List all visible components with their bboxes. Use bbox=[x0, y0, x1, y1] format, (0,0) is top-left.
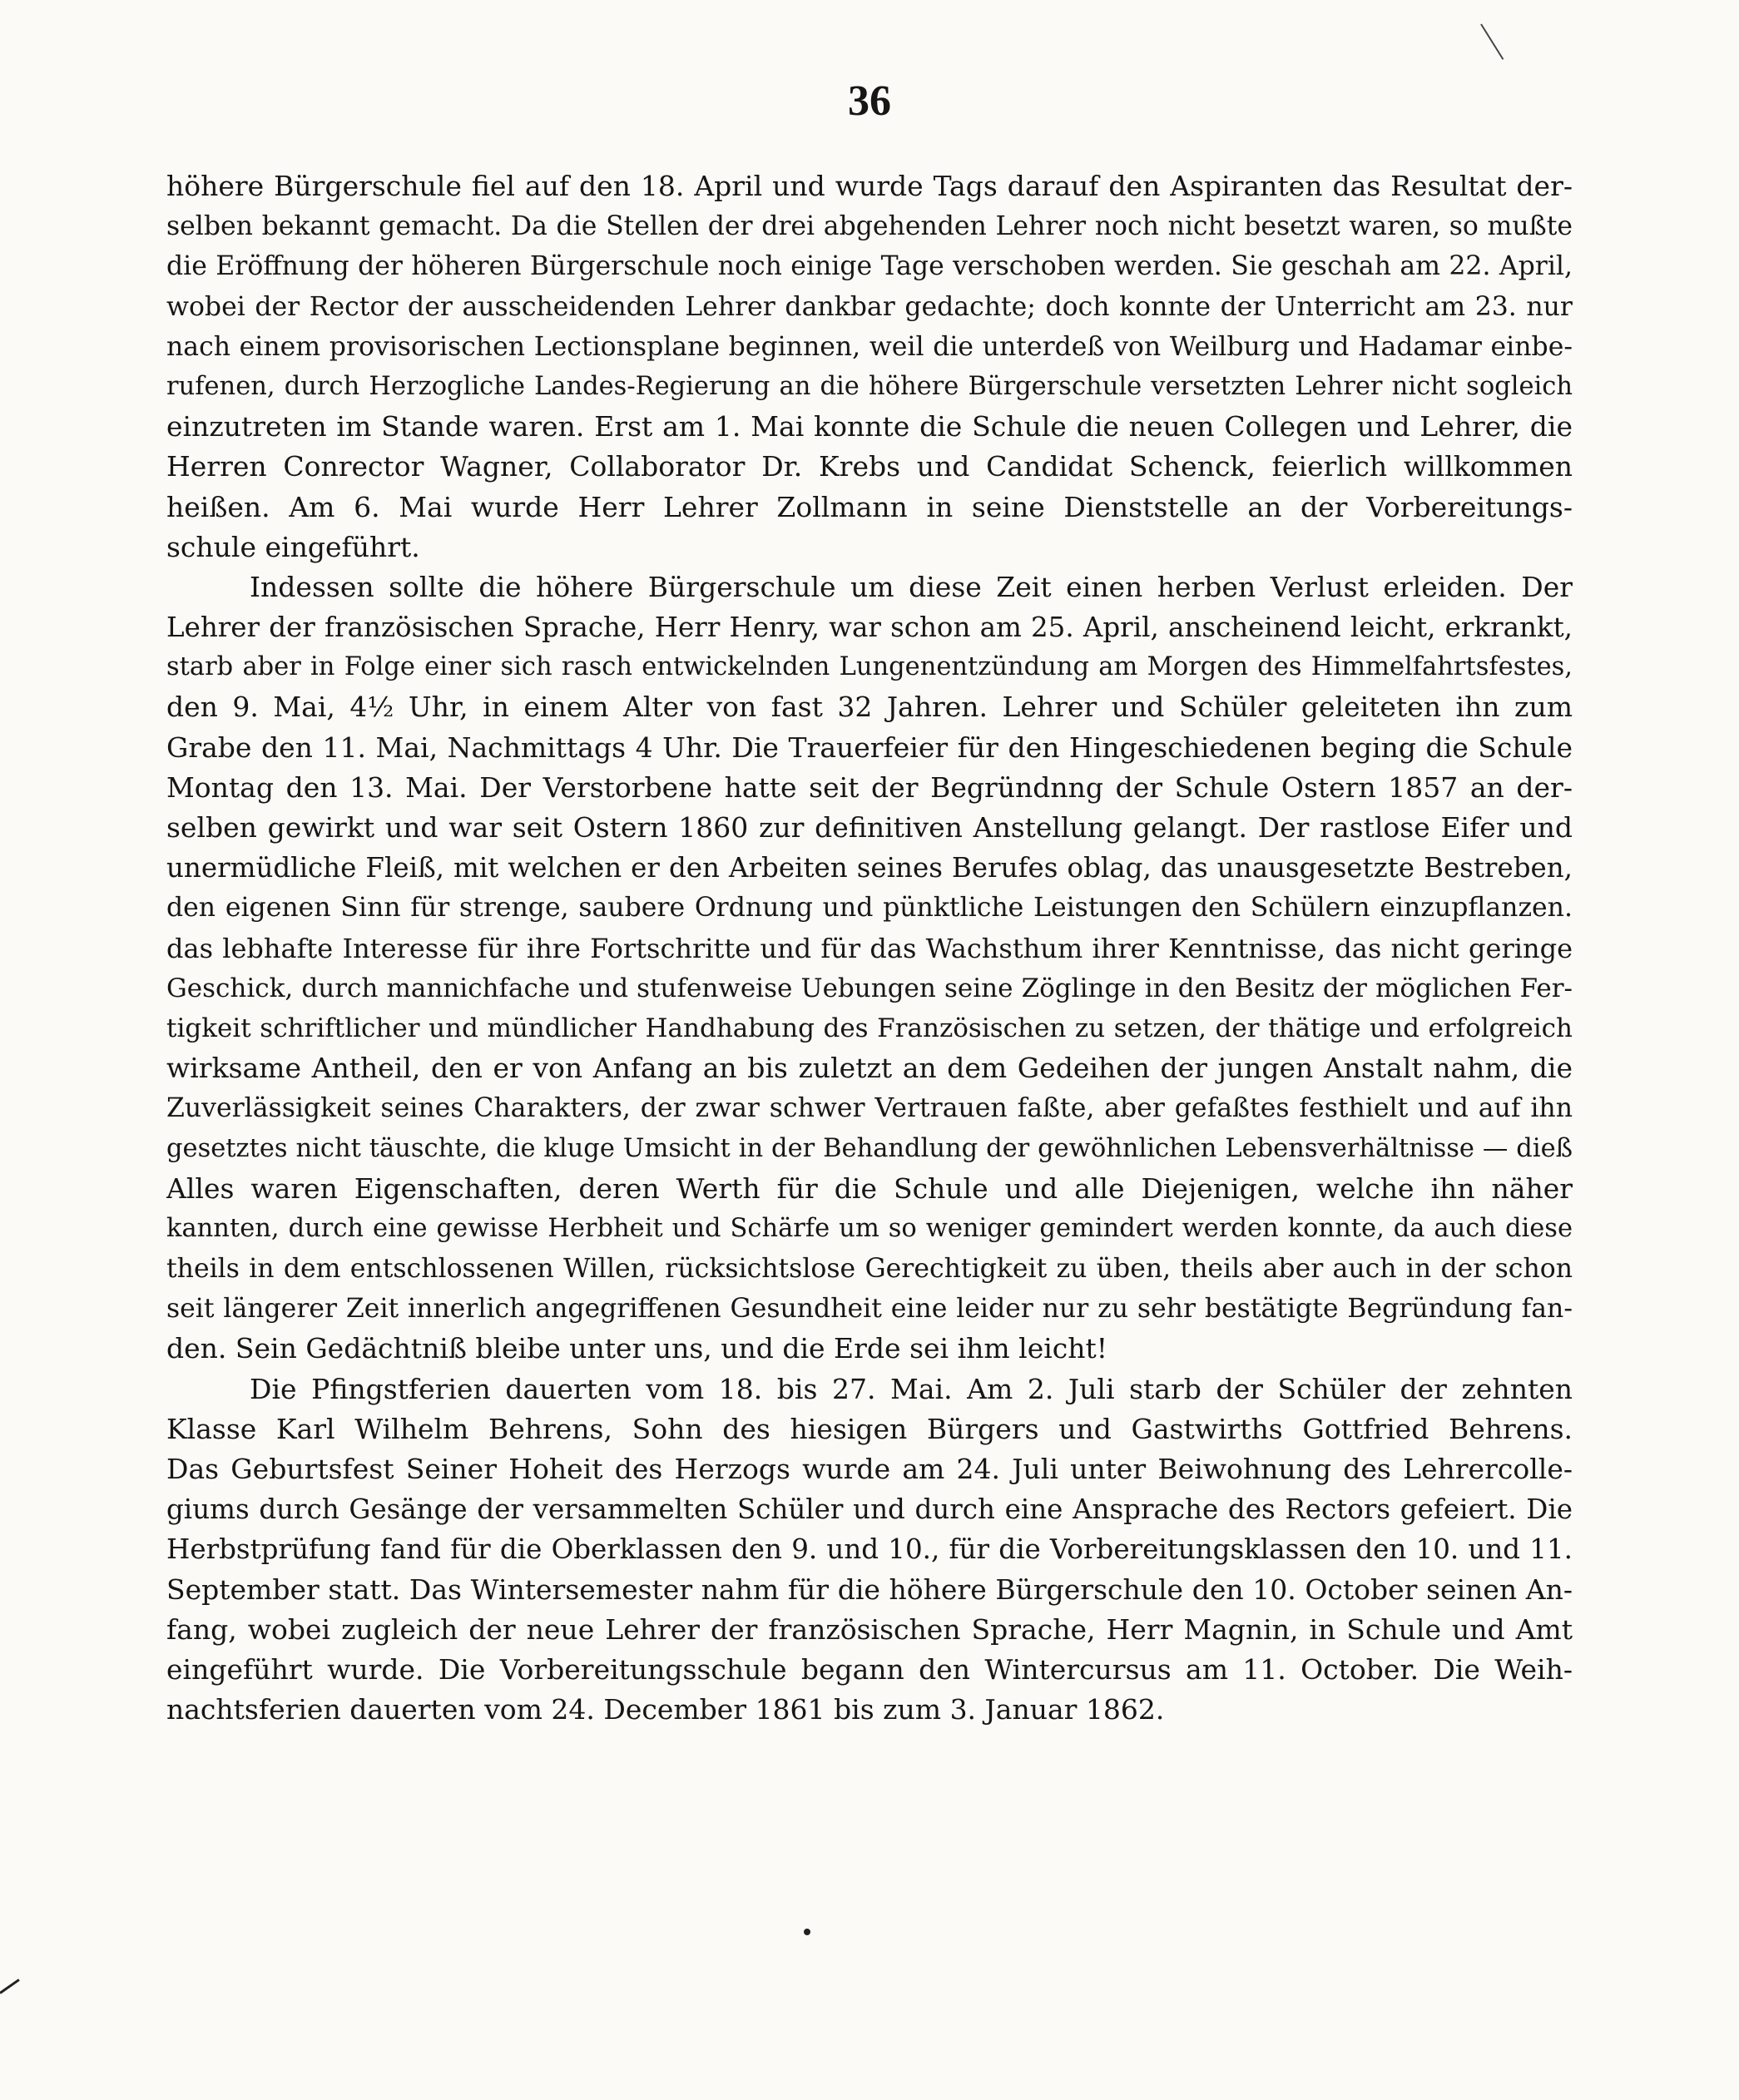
text-line: nach einem provisorischen Lectionsplane beginnen, weil die unterdeß von Weilburg und Hadamar einbe- bbox=[166, 331, 1573, 362]
paragraph-3 bbox=[166, 1369, 1573, 1731]
text-line: die Eröffnung der höheren Bürgerschule noch einige Tage verschoben werden. Sie geschah am 22. April, bbox=[166, 251, 1573, 282]
text-line: unermüdliche Fleiß, mit welchen er den Arbeiten seines Berufes oblag, das unausgesetzte Bestreben, bbox=[166, 852, 1573, 884]
text-line: kannten, durch eine gewisse Herbheit und Schärfe um so weniger gemindert werden konnte, da auch diese bbox=[166, 1213, 1573, 1243]
text-line: September statt. Das Wintersemester nahm für die höhere Bürgerschule den 10. October seinen An- bbox=[166, 1573, 1573, 1606]
text-line: fang, wobei zugleich der neue Lehrer der französischen Sprache, Herr Magnin, in Schule und Amt bbox=[166, 1612, 1573, 1646]
text-line: Alles waren Eigenschaften, deren Werth für die Schule und alle Diejenigen, welche ihn näher bbox=[166, 1171, 1573, 1205]
text-line: heißen. Am 6. Mai wurde Herr Lehrer Zollmann in seine Dienststelle an der Vorbereitungs- bbox=[166, 490, 1573, 523]
text-line: gesetztes nicht täuschte, die kluge Umsicht in der Behandlung der gewöhnlichen Lebensverhältnisse — dieß bbox=[166, 1133, 1573, 1163]
paragraph-1 bbox=[166, 166, 1573, 567]
body-text bbox=[166, 166, 1573, 1730]
text-line: den. Sein Gedächtniß bleibe unter uns, und die Erde sei ihm leicht! bbox=[166, 1332, 1108, 1365]
text-line: Grabe den 11. Mai, Nachmittags 4 Uhr. Die Trauerfeier für den Hingeschiedenen beging die Schule bbox=[166, 731, 1573, 764]
text-line: seit längerer Zeit innerlich angegriffenen Gesundheit eine leider nur zu sehr bestätigte Begründung fan- bbox=[166, 1294, 1573, 1325]
text-line: einzutreten im Stande waren. Erst am 1. Mai konnte die Schule die neuen Collegen und Lehrer, die bbox=[166, 410, 1573, 443]
text-line: höhere Bürgerschule fiel auf den 18. April und wurde Tags darauf den Aspiranten das Resultat der- bbox=[166, 170, 1573, 202]
scan-mark bbox=[0, 1979, 20, 1994]
paragraph-2 bbox=[166, 567, 1573, 1369]
scan-mark bbox=[1480, 23, 1504, 59]
text-line: theils in dem entschlossenen Willen, rücksichtslose Gerechtigkeit zu üben, theils aber auch in der schon bbox=[166, 1254, 1573, 1285]
text-line: wirksame Antheil, den er von Anfang an bis zuletzt an dem Gedeihen der jungen Anstalt nahm, die bbox=[166, 1052, 1573, 1085]
text-line: Montag den 13. Mai. Der Verstorbene hatte seit der Begründnng der Schule Ostern 1857 an der- bbox=[166, 770, 1573, 804]
text-line: wobei der Rector der ausscheidenden Lehrer dankbar gedachte; doch konnte der Unterricht am 23. nur bbox=[166, 291, 1573, 322]
text-line: den eigenen Sinn für strenge, saubere Ordnung und pünktliche Leistungen den Schülern einzupflanzen. bbox=[166, 893, 1573, 924]
text-line: Indessen sollte die höhere Bürgerschule um diese Zeit einen herben Verlust erleiden. Der bbox=[250, 570, 1573, 603]
text-line: den 9. Mai, 4½ Uhr, in einem Alter von fast 32 Jahren. Lehrer und Schüler geleiteten ihn zum bbox=[166, 691, 1573, 724]
ink-dot bbox=[804, 1929, 810, 1935]
text-line: eingeführt wurde. Die Vorbereitungsschule begann den Wintercursus am 11. October. Die Weih- bbox=[166, 1652, 1573, 1686]
text-line: starb aber in Folge einer sich rasch entwickelnden Lungenentzündung am Morgen des Himmelfahrtsfestes, bbox=[166, 652, 1573, 682]
text-line: Klasse Karl Wilhelm Behrens, Sohn des hiesigen Bürgers und Gastwirths Gottfried Behrens. bbox=[166, 1412, 1573, 1445]
text-line: nachtsferien dauerten vom 24. December 1861 bis zum 3. Januar 1862. bbox=[166, 1693, 1165, 1726]
text-line: Die Pfingstferien dauerten vom 18. bis 27. Mai. Am 2. Juli starb der Schüler der zehnten bbox=[250, 1372, 1573, 1405]
text-line: selben bekannt gemacht. Da die Stellen der drei abgehenden Lehrer noch nicht besetzt waren, so mußte bbox=[166, 211, 1573, 242]
text-line: Herren Conrector Wagner, Collaborator Dr. Krebs und Candidat Schenck, feierlich willkommen bbox=[166, 450, 1573, 483]
text-line: giums durch Gesänge der versammelten Schüler und durch eine Ansprache des Rectors gefeiert. Die bbox=[166, 1493, 1573, 1526]
text-line: Das Geburtsfest Seiner Hoheit des Herzogs wurde am 24. Juli unter Beiwohnung des Lehrercolle- bbox=[166, 1453, 1573, 1485]
text-line: Lehrer der französischen Sprache, Herr Henry, war schon am 25. April, anscheinend leicht, erkrankt, bbox=[166, 612, 1573, 644]
text-line: Zuverlässigkeit seines Charakters, der zwar schwer Vertrauen faßte, aber gefaßtes festhielt und auf ihn bbox=[166, 1093, 1573, 1124]
text-line: selben gewirkt und war seit Ostern 1860 zur definitiven Anstellung gelangt. Der rastlose Eifer und bbox=[166, 811, 1573, 844]
text-line: tigkeit schriftlicher und mündlicher Handhabung des Französischen zu setzen, der thätige und erfolgreich bbox=[166, 1013, 1573, 1043]
text-line: das lebhafte Interesse für ihre Fortschritte und für das Wachsthum ihrer Kenntnisse, das nicht geringe bbox=[166, 932, 1573, 964]
text-line: Herbstprüfung fand für die Oberklassen den 9. und 10., für die Vorbereitungsklassen den 10. und 11. bbox=[166, 1533, 1573, 1566]
text-line: schule eingeführt. bbox=[166, 530, 420, 563]
text-line: Geschick, durch mannichfache und stufenweise Uebungen seine Zöglinge in den Besitz der möglichen Fer- bbox=[166, 973, 1573, 1003]
page-number: 36 bbox=[848, 77, 891, 125]
text-line: rufenen, durch Herzogliche Landes-Regierung an die höhere Bürgerschule versetzten Lehrer nicht sogleich bbox=[166, 371, 1573, 401]
